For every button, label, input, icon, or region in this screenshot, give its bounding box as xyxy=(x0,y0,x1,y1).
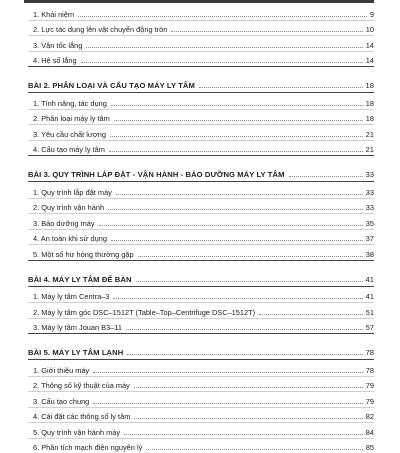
toc-entry-page-number: 21 xyxy=(366,130,374,139)
dot-leader xyxy=(289,176,363,177)
toc-entry[interactable] xyxy=(28,140,374,156)
toc-entry-page-number: 82 xyxy=(366,412,374,421)
toc-entry-page-number: 33 xyxy=(366,203,374,212)
dot-leader xyxy=(138,256,363,257)
toc-entry-page-number: 38 xyxy=(366,250,374,259)
toc-entry[interactable] xyxy=(28,4,374,20)
toc-entry-label: 1. Khái niệm xyxy=(33,10,74,19)
toc-entry-label: 4. Cài đặt các thông số ly tâm xyxy=(33,412,130,421)
toc-entry-page-number: 21 xyxy=(366,145,374,154)
toc-entry-page-number: 9 xyxy=(370,10,374,19)
toc-entry[interactable] xyxy=(28,287,374,303)
toc-entry-page-number: 78 xyxy=(366,366,374,375)
dot-leader xyxy=(171,31,362,32)
toc-entry-label: 3. Cấu tạo chung xyxy=(33,397,89,406)
section-page-number: 41 xyxy=(366,275,374,284)
toc-entry[interactable] xyxy=(28,376,374,392)
toc-entry-page-number: 35 xyxy=(366,219,374,228)
toc-entry-label: 1. Tính năng, tác dụng xyxy=(33,99,107,108)
toc-entry-label: 3. Vận tốc lắng xyxy=(33,41,82,50)
toc-entry-page-number: 33 xyxy=(366,188,374,197)
toc-entry-label: 4. An toàn khi sử dụng xyxy=(33,234,107,243)
dot-leader xyxy=(134,387,363,388)
toc-entry[interactable] xyxy=(28,109,374,125)
toc-entry-label: 5. Một số hư hỏng thường gặp xyxy=(33,250,134,259)
dot-leader xyxy=(86,47,362,48)
toc-entry-label: 3. Yêu cầu chất lượng xyxy=(33,130,106,139)
toc-entry-label: 2. Lực tác dụng lên vật chuyển động tròn xyxy=(33,25,167,34)
toc-entry-page-number: 14 xyxy=(366,41,374,50)
toc-entry-label: 5. Quy trình vận hành máy xyxy=(33,428,120,437)
section-items xyxy=(28,287,374,335)
section-heading[interactable] xyxy=(28,340,374,360)
toc-entry-page-number: 18 xyxy=(366,99,374,108)
table-of-contents xyxy=(28,4,374,453)
section-items xyxy=(28,182,374,261)
toc-entry-label: 6. Phân tích mạch điện nguyên lý xyxy=(33,443,142,452)
toc-entry[interactable] xyxy=(28,391,374,407)
section-heading[interactable] xyxy=(28,73,374,93)
toc-entry-page-number: 79 xyxy=(366,397,374,406)
dot-leader xyxy=(114,120,363,121)
toc-entry-page-number: 18 xyxy=(366,114,374,123)
dot-leader xyxy=(81,62,363,63)
toc-entry-page-number: 79 xyxy=(366,381,374,390)
dot-leader xyxy=(113,298,362,299)
toc-entry-label: 2. Phân loại máy ly tâm xyxy=(33,114,110,123)
section-items xyxy=(28,4,374,67)
toc-entry[interactable] xyxy=(28,35,374,51)
section-page-number: 18 xyxy=(366,81,374,90)
dot-leader xyxy=(134,418,362,419)
toc-entry-page-number: 41 xyxy=(366,292,374,301)
toc-entry[interactable] xyxy=(28,93,374,109)
section-title: BÀI 2. PHÂN LOẠI VÀ CẤU TẠO MÁY LY TÂM xyxy=(28,81,195,90)
dot-leader xyxy=(111,105,363,106)
dot-leader xyxy=(199,87,363,88)
toc-entry-label: 3. Bảo dưỡng máy xyxy=(33,219,95,228)
toc-entry[interactable] xyxy=(28,213,374,229)
toc-entry[interactable] xyxy=(28,229,374,245)
toc-entry[interactable] xyxy=(28,407,374,423)
toc-entry-page-number: 10 xyxy=(366,25,374,34)
toc-entry-page-number: 85 xyxy=(366,443,374,452)
toc-entry-label: 2. Quy trình vận hành xyxy=(33,203,104,212)
section-page-number: 33 xyxy=(366,170,374,179)
dot-leader xyxy=(93,372,363,373)
toc-entry[interactable] xyxy=(28,124,374,140)
dot-leader xyxy=(78,16,367,17)
toc-entry-label: 1. Quy trình lắp đặt máy xyxy=(33,188,112,197)
toc-entry[interactable] xyxy=(28,318,374,334)
dot-leader xyxy=(124,434,363,435)
toc-entry[interactable] xyxy=(28,302,374,318)
toc-entry-label: 3. Máy ly tâm Jouan B3–11 xyxy=(33,323,122,332)
section-heading[interactable] xyxy=(28,267,374,287)
toc-entry-page-number: 57 xyxy=(366,323,374,332)
toc-entry-page-number: 14 xyxy=(366,56,374,65)
toc-entry-page-number: 84 xyxy=(366,428,374,437)
section-title: BÀI 4. MÁY LY TÂM ĐỂ BÀN xyxy=(28,275,132,284)
toc-entry-page-number: 51 xyxy=(366,308,374,317)
toc-entry-label: 1. Máy ly tâm Centra–3 xyxy=(33,292,109,301)
toc-entry[interactable] xyxy=(28,182,374,198)
section-title: BÀI 3. QUY TRÌNH LẮP ĐẶT - VẬN HÀNH - BẢO DƯỠNG MÁY LY TÂM xyxy=(28,170,285,179)
dot-leader xyxy=(116,194,363,195)
toc-entry[interactable] xyxy=(28,438,374,453)
toc-entry-label: 4. Hệ số lắng xyxy=(33,56,77,65)
toc-entry[interactable] xyxy=(28,360,374,376)
dot-leader xyxy=(136,281,363,282)
dot-leader xyxy=(259,314,363,315)
dot-leader xyxy=(108,209,363,210)
toc-entry[interactable] xyxy=(28,20,374,36)
section-items xyxy=(28,360,374,453)
toc-entry[interactable] xyxy=(28,422,374,438)
dot-leader xyxy=(93,403,362,404)
dot-leader xyxy=(99,225,363,226)
dot-leader xyxy=(146,449,362,450)
dot-leader xyxy=(109,151,363,152)
dot-leader xyxy=(127,354,362,355)
section-heading[interactable] xyxy=(28,162,374,182)
toc-entry[interactable] xyxy=(28,51,374,67)
toc-entry-label: 2. Máy ly tâm góc DSC–1512T (Table–Top–Centrifuge DSC–1512T) xyxy=(33,308,255,317)
dot-leader xyxy=(110,136,363,137)
section-page-number: 78 xyxy=(366,348,374,357)
toc-entry[interactable] xyxy=(28,198,374,214)
toc-entry-label: 4. Cấu tạo máy ly tâm xyxy=(33,145,105,154)
toc-entry-label: 2. Thông số kỹ thuật của máy xyxy=(33,381,130,390)
top-rule xyxy=(24,0,374,3)
dot-leader xyxy=(126,329,363,330)
toc-entry-label: 1. Giới thiệu máy xyxy=(33,366,89,375)
toc-entry-page-number: 37 xyxy=(366,234,374,243)
dot-leader xyxy=(111,240,363,241)
section-items xyxy=(28,93,374,156)
section-title: BÀI 5. MÁY LY TÂM LẠNH xyxy=(28,348,123,357)
toc-entry[interactable] xyxy=(28,244,374,260)
